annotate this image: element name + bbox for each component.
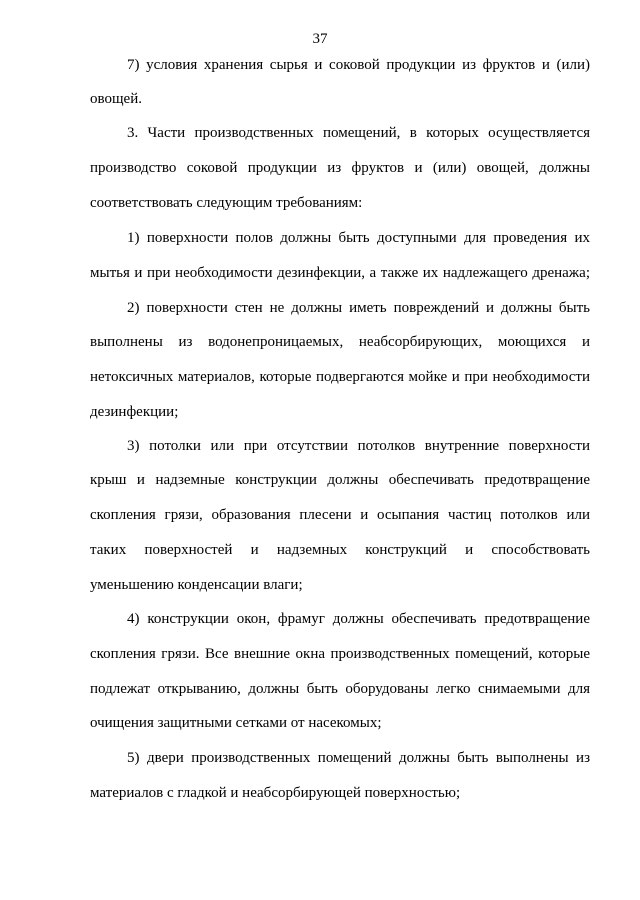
text-line: очищения защитными сетками от насекомых; <box>90 715 382 731</box>
text-line: дезинфекции; <box>90 404 179 420</box>
text-line: материалов с гладкой и неабсорбирующей поверхностью; <box>90 785 461 801</box>
text-line: уменьшению конденсации влаги; <box>90 577 303 593</box>
text-line: мытья и при необходимости дезинфекции, а также их надлежащего дренажа; <box>90 265 590 281</box>
text-line: 1) поверхности полов должны быть доступными для проведения их <box>127 230 590 246</box>
text-line: скопления грязи, образования плесени и осыпания частиц потолков или <box>90 507 590 523</box>
text-line: выполнены из водонепроницаемых, неабсорбирующих, моющихся и <box>90 334 590 350</box>
text-line: производство соковой продукции из фруктов и (или) овощей, должны <box>90 160 590 176</box>
text-line: 2) поверхности стен не должны иметь повреждений и должны быть <box>127 300 590 316</box>
text-line: соответствовать следующим требованиям: <box>90 195 363 211</box>
text-line: 3) потолки или при отсутствии потолков внутренние поверхности <box>127 438 590 454</box>
text-line: 5) двери производственных помещений должны быть выполнены из <box>127 750 590 766</box>
text-line: 3. Части производственных помещений, в которых осуществляется <box>127 125 590 141</box>
text-line: овощей. <box>90 91 142 107</box>
text-line: крыш и надземные конструкции должны обеспечивать предотвращение <box>90 472 590 488</box>
text-line: таких поверхностей и надземных конструкций и способствовать <box>90 542 590 558</box>
text-line: нетоксичных материалов, которые подвергаются мойке и при необходимости <box>90 369 590 385</box>
text-line: 7) условия хранения сырья и соковой продукции из фруктов и (или) <box>127 57 590 73</box>
text-line: скопления грязи. Все внешние окна производственных помещений, которые <box>90 646 590 662</box>
page-number: 37 <box>312 31 328 47</box>
text-line: 4) конструкции окон, фрамуг должны обеспечивать предотвращение <box>127 611 590 627</box>
text-line: подлежат открыванию, должны быть оборудованы легко снимаемыми для <box>90 681 590 697</box>
